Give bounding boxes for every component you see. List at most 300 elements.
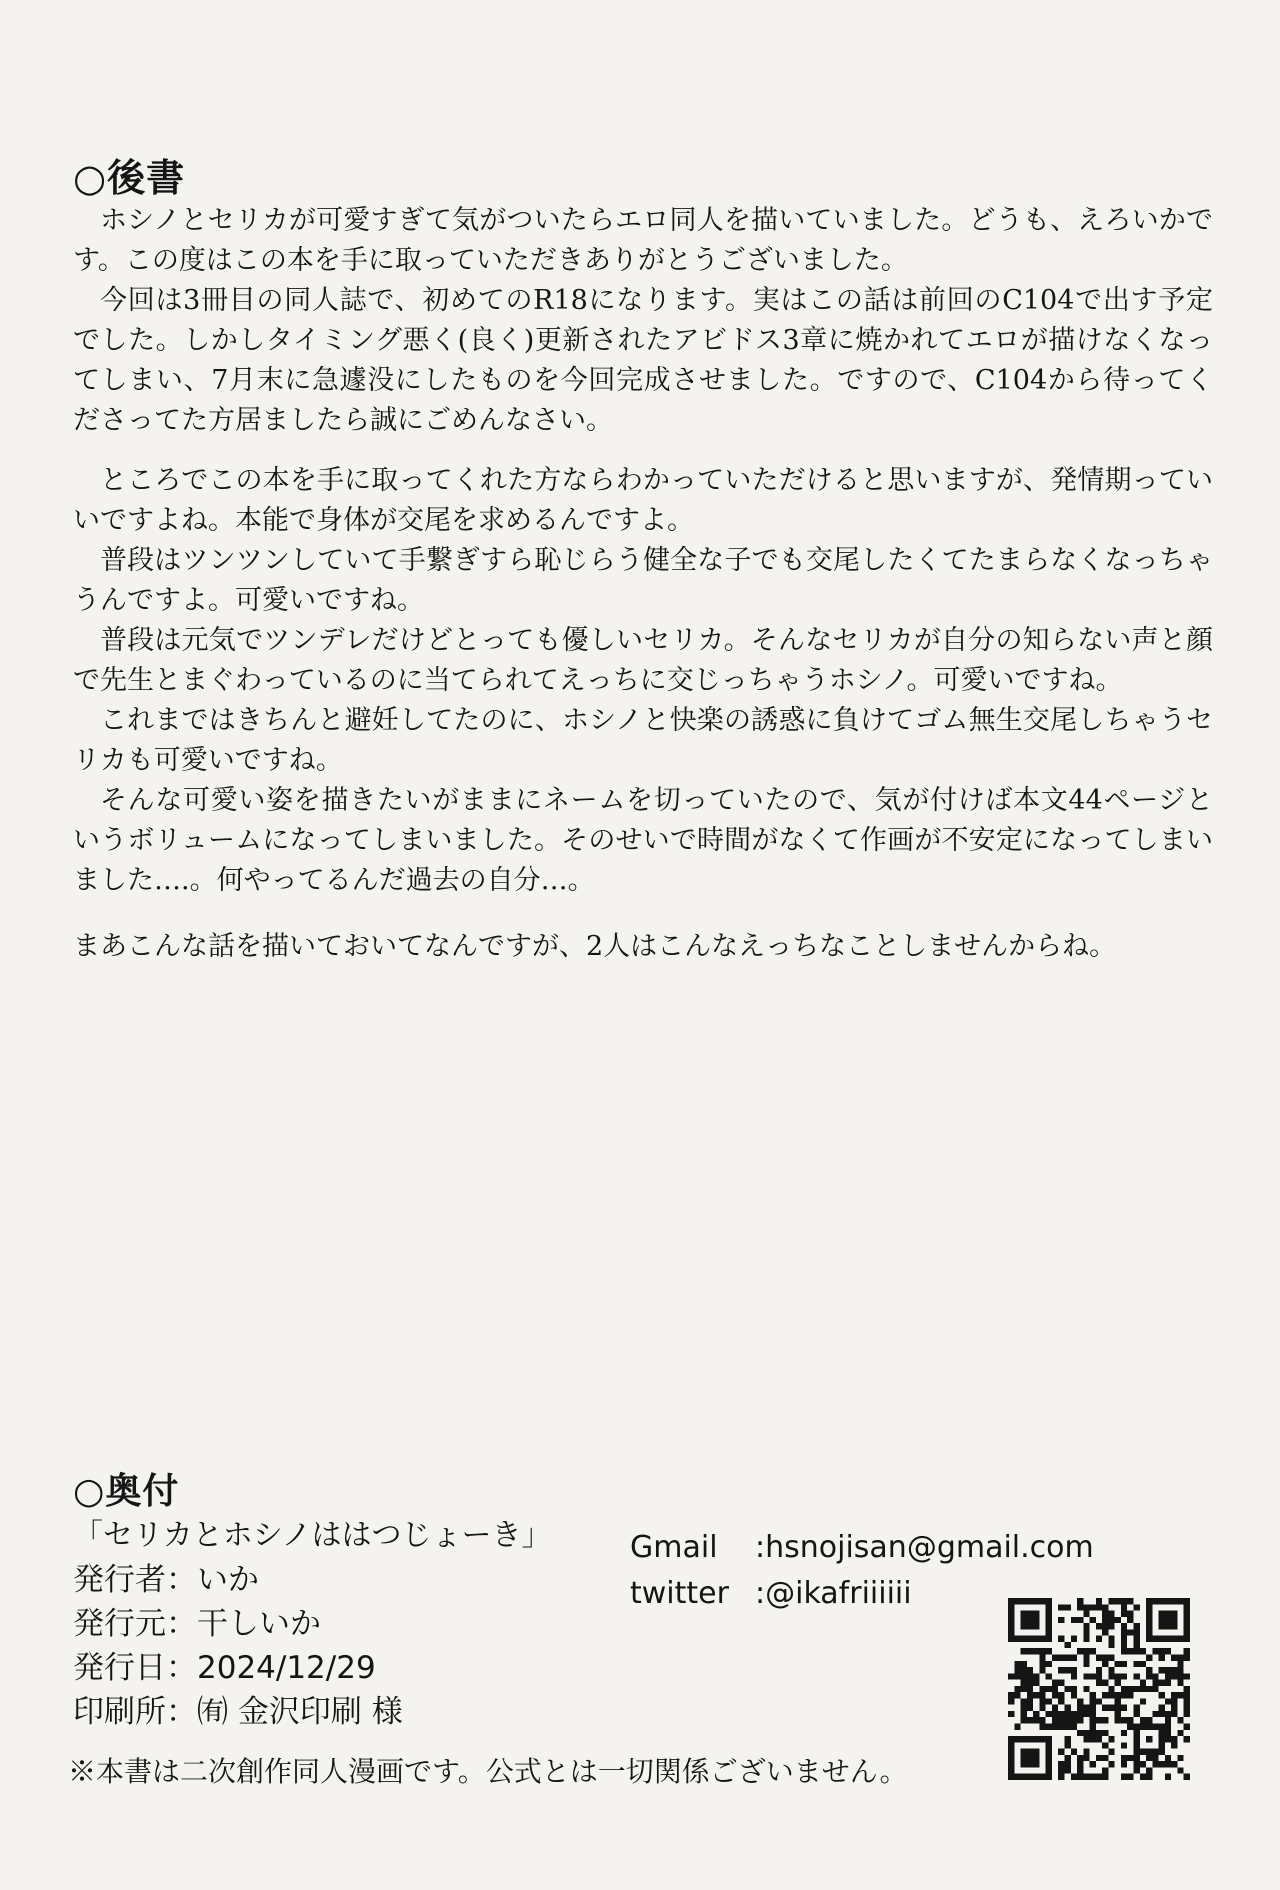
qr-module [1090, 1692, 1096, 1698]
qr-module [1165, 1717, 1171, 1723]
qr-module [1083, 1774, 1089, 1780]
qr-module [1121, 1629, 1127, 1635]
qr-module [1134, 1736, 1140, 1742]
qr-module [1121, 1648, 1127, 1654]
qr-module [1046, 1598, 1052, 1604]
qr-module [1115, 1673, 1121, 1679]
qr-module [1090, 1717, 1096, 1723]
qr-module [1121, 1730, 1127, 1736]
qr-module [1165, 1611, 1171, 1617]
qr-module [1146, 1629, 1152, 1635]
qr-module [1184, 1611, 1190, 1617]
qr-module [1027, 1686, 1033, 1692]
qr-module [1165, 1711, 1171, 1717]
qr-module [1146, 1724, 1152, 1730]
qr-module [1096, 1736, 1102, 1742]
qr-code-icon [1008, 1598, 1190, 1780]
qr-module [1177, 1692, 1183, 1698]
qr-module [1052, 1680, 1058, 1686]
qr-module [1058, 1761, 1064, 1767]
qr-module [1096, 1698, 1102, 1704]
qr-module [1077, 1711, 1083, 1717]
qr-module [1177, 1755, 1183, 1761]
qr-module [1021, 1623, 1027, 1629]
qr-module [1102, 1774, 1108, 1780]
qr-module [1096, 1667, 1102, 1673]
qr-module [1083, 1654, 1089, 1660]
qr-module [1146, 1667, 1152, 1673]
qr-module [1102, 1705, 1108, 1711]
qr-module [1052, 1654, 1058, 1660]
qr-module [1102, 1680, 1108, 1686]
qr-module [1008, 1611, 1014, 1617]
qr-module [1071, 1692, 1077, 1698]
qr-module [1064, 1717, 1070, 1723]
qr-module [1140, 1774, 1146, 1780]
qr-module [1184, 1648, 1190, 1654]
qr-module [1033, 1623, 1039, 1629]
qr-module [1134, 1661, 1140, 1667]
book-title: 「セリカとホシノははつじょーき」 [73, 1518, 552, 1553]
qr-module [1046, 1698, 1052, 1704]
qr-module [1102, 1767, 1108, 1773]
gmail-value: :hsnojisan@gmail.com [755, 1530, 1094, 1565]
qr-module [1127, 1611, 1133, 1617]
qr-module [1039, 1636, 1045, 1642]
qr-module [1027, 1761, 1033, 1767]
twitter-value: :@ikafriiiiii [755, 1576, 912, 1611]
qr-module [1027, 1667, 1033, 1673]
qr-module [1096, 1598, 1102, 1604]
qr-module [1121, 1611, 1127, 1617]
afterword-section [73, 155, 1213, 967]
qr-module [1184, 1774, 1190, 1780]
qr-module [1165, 1724, 1171, 1730]
qr-module [1064, 1642, 1070, 1648]
qr-module [1033, 1749, 1039, 1755]
qr-module [1064, 1654, 1070, 1660]
qr-module [1021, 1698, 1027, 1704]
qr-module [1184, 1604, 1190, 1610]
qr-module [1008, 1698, 1014, 1704]
qr-module [1171, 1636, 1177, 1642]
qr-module [1184, 1673, 1190, 1679]
qr-module [1033, 1774, 1039, 1780]
qr-module [1039, 1686, 1045, 1692]
qr-module [1071, 1636, 1077, 1642]
qr-module [1027, 1692, 1033, 1698]
qr-module [1058, 1749, 1064, 1755]
qr-module [1021, 1711, 1027, 1717]
qr-module [1058, 1698, 1064, 1704]
qr-module [1140, 1749, 1146, 1755]
qr-module [1177, 1730, 1183, 1736]
qr-module [1177, 1717, 1183, 1723]
qr-module [1008, 1761, 1014, 1767]
qr-module [1140, 1648, 1146, 1654]
qr-module [1071, 1617, 1077, 1623]
qr-module [1090, 1648, 1096, 1654]
qr-module [1083, 1611, 1089, 1617]
qr-module [1108, 1654, 1114, 1660]
qr-module [1027, 1680, 1033, 1686]
qr-module [1046, 1736, 1052, 1742]
qr-module [1027, 1774, 1033, 1780]
qr-module [1146, 1604, 1152, 1610]
qr-module [1033, 1617, 1039, 1623]
afterword-heading: ○後書 [73, 156, 186, 200]
qr-module [1127, 1724, 1133, 1730]
qr-module [1021, 1755, 1027, 1761]
qr-module [1159, 1742, 1165, 1748]
qr-module [1033, 1761, 1039, 1767]
qr-module [1184, 1654, 1190, 1660]
qr-module [1134, 1749, 1140, 1755]
qr-module [1140, 1698, 1146, 1704]
qr-module [1115, 1692, 1121, 1698]
qr-module [1146, 1636, 1152, 1642]
qr-module [1027, 1749, 1033, 1755]
qr-module [1052, 1717, 1058, 1723]
qr-module [1064, 1767, 1070, 1773]
qr-module [1102, 1692, 1108, 1698]
qr-module [1108, 1692, 1114, 1698]
qr-module [1152, 1636, 1158, 1642]
qr-module [1021, 1648, 1027, 1654]
qr-module [1027, 1636, 1033, 1642]
twitter-label: twitter [630, 1576, 729, 1611]
qr-module [1134, 1742, 1140, 1748]
qr-module [1052, 1724, 1058, 1730]
qr-module [1021, 1617, 1027, 1623]
qr-module [1165, 1736, 1171, 1742]
qr-module [1146, 1611, 1152, 1617]
qr-module [1140, 1761, 1146, 1767]
publisher-label: 発行者： [73, 1562, 197, 1598]
qr-module [1039, 1648, 1045, 1654]
qr-module [1071, 1667, 1077, 1673]
qr-module [1046, 1724, 1052, 1730]
qr-module [1121, 1717, 1127, 1723]
qr-module [1165, 1598, 1171, 1604]
qr-module [1159, 1730, 1165, 1736]
qr-module [1008, 1692, 1014, 1698]
qr-module [1033, 1636, 1039, 1642]
qr-module [1064, 1736, 1070, 1742]
qr-module [1033, 1648, 1039, 1654]
qr-module [1039, 1717, 1045, 1723]
qr-module [1108, 1705, 1114, 1711]
qr-module [1152, 1724, 1158, 1730]
qr-module [1027, 1598, 1033, 1604]
qr-module [1058, 1767, 1064, 1773]
qr-module [1127, 1648, 1133, 1654]
qr-module [1046, 1767, 1052, 1773]
qr-module [1008, 1767, 1014, 1773]
qr-module [1184, 1736, 1190, 1742]
qr-module [1058, 1692, 1064, 1698]
qr-module [1021, 1598, 1027, 1604]
qr-module [1152, 1680, 1158, 1686]
qr-module [1102, 1717, 1108, 1723]
qr-module [1108, 1761, 1114, 1767]
qr-module [1102, 1629, 1108, 1635]
qr-module [1014, 1598, 1020, 1604]
qr-module [1021, 1661, 1027, 1667]
qr-module [1134, 1705, 1140, 1711]
qr-module [1064, 1705, 1070, 1711]
qr-module [1134, 1629, 1140, 1635]
qr-module [1058, 1774, 1064, 1780]
qr-module [1046, 1749, 1052, 1755]
qr-module [1033, 1717, 1039, 1723]
qr-module [1177, 1636, 1183, 1642]
qr-module [1046, 1755, 1052, 1761]
qr-module [1134, 1767, 1140, 1773]
qr-module [1090, 1705, 1096, 1711]
qr-module [1039, 1736, 1045, 1742]
qr-module [1033, 1736, 1039, 1742]
qr-module [1058, 1654, 1064, 1660]
qr-module [1021, 1761, 1027, 1767]
qr-module [1134, 1686, 1140, 1692]
gmail-label: Gmail [630, 1530, 718, 1565]
qr-module [1108, 1667, 1114, 1673]
qr-module [1083, 1705, 1089, 1711]
qr-module [1008, 1623, 1014, 1629]
printer-label: 印刷所： [73, 1694, 197, 1730]
qr-module [1090, 1698, 1096, 1704]
qr-module [1008, 1604, 1014, 1610]
qr-module [1140, 1717, 1146, 1723]
qr-module [1159, 1749, 1165, 1755]
qr-module [1046, 1604, 1052, 1610]
qr-module [1121, 1692, 1127, 1698]
qr-module [1165, 1648, 1171, 1654]
qr-module [1008, 1636, 1014, 1642]
qr-module [1046, 1761, 1052, 1767]
qr-module [1096, 1636, 1102, 1642]
qr-module [1115, 1711, 1121, 1717]
qr-module [1146, 1686, 1152, 1692]
qr-module [1027, 1698, 1033, 1704]
qr-module [1115, 1598, 1121, 1604]
qr-module [1096, 1730, 1102, 1736]
qr-module [1115, 1617, 1121, 1623]
qr-module [1096, 1680, 1102, 1686]
qr-module [1165, 1636, 1171, 1642]
qr-module [1152, 1648, 1158, 1654]
qr-module [1021, 1611, 1027, 1617]
qr-module [1134, 1673, 1140, 1679]
qr-module [1052, 1686, 1058, 1692]
qr-module [1184, 1636, 1190, 1642]
qr-module [1146, 1749, 1152, 1755]
qr-module [1152, 1686, 1158, 1692]
qr-module [1083, 1661, 1089, 1667]
qr-module [1039, 1692, 1045, 1698]
qr-module [1171, 1654, 1177, 1660]
qr-module [1033, 1680, 1039, 1686]
qr-module [1134, 1711, 1140, 1717]
qr-module [1171, 1623, 1177, 1629]
qr-module [1159, 1724, 1165, 1730]
qr-module [1159, 1598, 1165, 1604]
qr-module [1077, 1761, 1083, 1767]
qr-module [1121, 1636, 1127, 1642]
afterword-paragraph-8: まあこんな話を描いておいてなんですが、2人はこんなえっちなことしませんからね。 [73, 931, 1117, 962]
afterword-paragraph-6: これまではきちんと避妊してたのに、ホシノと快楽の誘惑に負けてゴム無生交尾しちゃうセリカも可愛いですね。 [73, 705, 1213, 776]
qr-module [1140, 1686, 1146, 1692]
qr-module [1014, 1774, 1020, 1780]
qr-module [1021, 1705, 1027, 1711]
qr-module [1046, 1617, 1052, 1623]
qr-module [1121, 1604, 1127, 1610]
qr-module [1064, 1755, 1070, 1761]
qr-module [1014, 1736, 1020, 1742]
qr-module [1159, 1611, 1165, 1617]
qr-module [1171, 1692, 1177, 1698]
qr-module [1027, 1736, 1033, 1742]
qr-module [1039, 1661, 1045, 1667]
qr-module [1146, 1767, 1152, 1773]
qr-module [1014, 1686, 1020, 1692]
qr-module [1127, 1755, 1133, 1761]
qr-module [1127, 1617, 1133, 1623]
qr-module [1134, 1755, 1140, 1761]
qr-module [1127, 1629, 1133, 1635]
qr-module [1134, 1724, 1140, 1730]
qr-module [1033, 1755, 1039, 1761]
qr-module [1021, 1673, 1027, 1679]
qr-module [1146, 1654, 1152, 1660]
afterword-paragraph-4: 普段はツンツンしていて手繋ぎすら恥じらう健全な子でも交尾したくてたまらなくなっちゃうんですよ。可愛いですね。 [73, 545, 1213, 616]
qr-module [1046, 1686, 1052, 1692]
qr-module [1165, 1774, 1171, 1780]
qr-module [1102, 1654, 1108, 1660]
qr-module [1027, 1717, 1033, 1723]
afterword-paragraph-5: 普段は元気でツンデレだけどとっても優しいセリカ。そんなセリカが自分の知らない声と顔で先生とまぐわっているのに当てられてえっちに交じっちゃうホシノ。可愛いですね。 [73, 625, 1213, 696]
qr-module [1058, 1717, 1064, 1723]
qr-module [1046, 1623, 1052, 1629]
qr-module [1052, 1705, 1058, 1711]
qr-module [1077, 1705, 1083, 1711]
qr-module [1121, 1673, 1127, 1679]
qr-module [1046, 1611, 1052, 1617]
qr-module [1121, 1742, 1127, 1748]
qr-module [1027, 1673, 1033, 1679]
qr-module [1014, 1667, 1020, 1673]
qr-module [1108, 1623, 1114, 1629]
qr-module [1121, 1686, 1127, 1692]
qr-module [1077, 1767, 1083, 1773]
qr-module [1152, 1598, 1158, 1604]
qr-module [1071, 1749, 1077, 1755]
qr-module [1171, 1598, 1177, 1604]
qr-module [1159, 1761, 1165, 1767]
qr-module [1159, 1692, 1165, 1698]
qr-module [1171, 1667, 1177, 1673]
qr-module [1108, 1611, 1114, 1617]
qr-module [1146, 1717, 1152, 1723]
qr-module [1039, 1774, 1045, 1780]
qr-module [1014, 1692, 1020, 1698]
qr-module [1021, 1680, 1027, 1686]
qr-module [1058, 1617, 1064, 1623]
qr-module [1077, 1730, 1083, 1736]
qr-module [1027, 1705, 1033, 1711]
qr-module [1184, 1623, 1190, 1629]
qr-module [1083, 1648, 1089, 1654]
qr-module [1039, 1598, 1045, 1604]
qr-module [1171, 1742, 1177, 1748]
qr-module [1184, 1686, 1190, 1692]
qr-module [1146, 1623, 1152, 1629]
qr-module [1052, 1711, 1058, 1717]
qr-module [1171, 1611, 1177, 1617]
qr-module [1184, 1692, 1190, 1698]
qr-module [1021, 1636, 1027, 1642]
qr-module [1077, 1755, 1083, 1761]
qr-module [1027, 1648, 1033, 1654]
qr-module [1184, 1629, 1190, 1635]
qr-module [1184, 1724, 1190, 1730]
qr-module [1121, 1761, 1127, 1767]
qr-module [1140, 1661, 1146, 1667]
qr-module [1146, 1598, 1152, 1604]
qr-module [1134, 1636, 1140, 1642]
qr-module [1159, 1667, 1165, 1673]
qr-module [1008, 1742, 1014, 1748]
qr-module [1027, 1755, 1033, 1761]
qr-module [1102, 1661, 1108, 1667]
qr-module [1171, 1673, 1177, 1679]
qr-module [1008, 1711, 1014, 1717]
qr-module [1096, 1717, 1102, 1723]
qr-module [1121, 1774, 1127, 1780]
afterword-paragraph-3: ところでこの本を手に取ってくれた方ならわかっていただけると思いますが、発情期っていいですよね。本能で身体が交尾を求めるんですよ。 [73, 465, 1213, 536]
qr-module [1033, 1711, 1039, 1717]
qr-module [1171, 1736, 1177, 1742]
qr-module [1159, 1711, 1165, 1717]
qr-module [1008, 1749, 1014, 1755]
qr-module [1039, 1654, 1045, 1660]
qr-module [1083, 1755, 1089, 1761]
qr-module [1071, 1724, 1077, 1730]
qr-module [1046, 1711, 1052, 1717]
qr-module [1134, 1730, 1140, 1736]
qr-module [1046, 1636, 1052, 1642]
qr-module [1058, 1604, 1064, 1610]
qr-module [1027, 1623, 1033, 1629]
qr-module [1127, 1686, 1133, 1692]
qr-module [1064, 1724, 1070, 1730]
qr-module [1083, 1673, 1089, 1679]
qr-module [1046, 1742, 1052, 1748]
qr-module [1121, 1755, 1127, 1761]
circle-label: 発行元： [73, 1606, 197, 1642]
qr-module [1159, 1705, 1165, 1711]
qr-module [1033, 1598, 1039, 1604]
qr-module [1171, 1711, 1177, 1717]
qr-module [1058, 1667, 1064, 1673]
afterword-paragraph-2: 今回は3冊目の同人誌で、初めてのR18になります。実はこの話は前回のC104で出す予定でした。しかしタイミング悪く(良く)更新されたアビドス3章に焼かれてエロが描けなくなってしまい、7月末に急遽没にしたものを今回完成させました。ですので、C104から待ってくださってた方居ましたら誠にごめんなさい。 [73, 285, 1213, 436]
qr-module [1171, 1698, 1177, 1704]
qr-module [1064, 1604, 1070, 1610]
qr-module [1134, 1623, 1140, 1629]
qr-module [1121, 1642, 1127, 1648]
qr-module [1077, 1598, 1083, 1604]
